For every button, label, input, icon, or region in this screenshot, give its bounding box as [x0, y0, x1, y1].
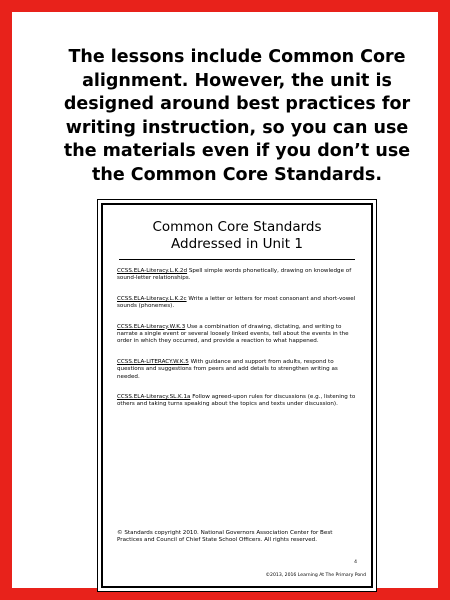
- standard-code-link[interactable]: CCSS.ELA-Literacy.W.K.3: [117, 323, 186, 330]
- document-title: [117, 219, 357, 253]
- title-divider: [119, 259, 355, 260]
- footer-credit: ©2013, 2016 Learning At The Primary Pond: [265, 573, 366, 578]
- headline-line: the Common Core Standards.: [92, 164, 382, 185]
- standard-text: Spell simple words phonetically, drawing on knowledge of sound-letter relationships.: [117, 268, 352, 282]
- standard-text: With guidance and support from adults, respond to questions and suggestions from peers and add details to strengthen writing as needed.: [117, 358, 338, 380]
- standard-item: [117, 268, 357, 283]
- document-title-line: Common Core Standards: [152, 219, 322, 235]
- standard-item: [117, 296, 357, 311]
- standard-code-link[interactable]: CCSS.ELA-Literacy.L.K.2c: [117, 295, 187, 302]
- standards-list: [117, 268, 357, 409]
- headline-line: The lessons include Common Core: [68, 47, 406, 67]
- copyright-notice: © Standards copyright 2010. National Governors Association Center for Best Practices and Council of Chief State School Officers. All rights reserved.: [117, 530, 333, 544]
- standard-code-link[interactable]: CCSS.ELA-Literacy.SL.K.1a: [117, 394, 191, 401]
- headline-line: the materials even if you don’t use: [63, 141, 411, 161]
- standard-item: [117, 359, 357, 381]
- standard-text: Use a combination of drawing, dictating, and writing to narrate a single event or several loosely linked events, tell about the events in the order in which they occurred, and provide a reaction to what happened.: [117, 323, 349, 345]
- standard-item: [117, 324, 357, 346]
- standard-item: [117, 394, 357, 409]
- document-inner-border: [101, 203, 373, 588]
- document-title-line: Addressed in Unit 1: [171, 236, 303, 252]
- standard-text: Follow agreed-upon rules for discussions (e.g., listening to others and taking turns speaking about the topics and texts under discussion).: [117, 394, 356, 408]
- standard-text: Write a letter or letters for most consonant and short-vowel sounds (phonemes).: [117, 295, 356, 310]
- headline-line: designed around best practices for: [63, 94, 411, 114]
- headline: [34, 46, 440, 187]
- headline-line: writing instruction, so you can use: [65, 117, 409, 138]
- document-page: [97, 199, 377, 592]
- headline-line: alignment. However, the unit is: [82, 70, 392, 91]
- page-number: 4: [354, 560, 357, 565]
- standard-code-link[interactable]: CCSS.ELA-Literacy.L.K.2d: [117, 268, 188, 274]
- standard-code-link[interactable]: CCSS.ELA-LITERACY.W.K.5: [117, 358, 189, 365]
- document-content: [117, 215, 357, 576]
